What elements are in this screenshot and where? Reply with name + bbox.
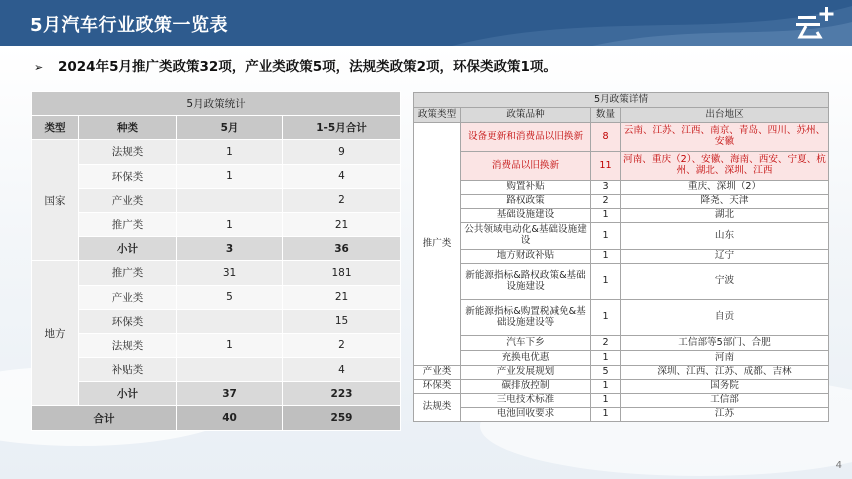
summary-text: 2024年5月推广类政策32项，产业类政策5项，法规类政策2项，环保类政策1项。 — [58, 59, 557, 75]
table-row — [414, 394, 829, 408]
stats-ytd: 9 — [283, 140, 401, 164]
detail-regions: 国务院 — [621, 380, 829, 394]
detail-count: 1 — [591, 209, 621, 223]
table-row — [414, 408, 829, 422]
detail-regions: 深圳、江西、江苏、成都、吉林 — [621, 366, 829, 380]
detail-group-type: 产业类 — [414, 366, 461, 380]
stats-ytd: 2 — [283, 333, 401, 357]
detail-regions: 山东 — [621, 223, 829, 250]
table-row — [32, 188, 401, 212]
table-row — [32, 358, 401, 382]
subtotal-label: 小计 — [79, 382, 177, 406]
total-ytd: 259 — [283, 406, 401, 430]
table-row — [414, 366, 829, 380]
detail-count: 1 — [591, 351, 621, 366]
detail-count: 2 — [591, 195, 621, 209]
table-row — [32, 140, 401, 164]
yun-plus-logo-icon — [794, 4, 838, 40]
stats-may — [177, 358, 283, 382]
detail-variety: 新能源指标&购置税减免&基础设施建设等 — [461, 300, 591, 336]
table-row — [414, 264, 829, 300]
stats-group-type: 国家 — [32, 140, 79, 261]
detail-regions: 江苏 — [621, 408, 829, 422]
stats-ytd: 2 — [283, 188, 401, 212]
stats-kind: 环保类 — [79, 164, 177, 188]
detail-count: 1 — [591, 394, 621, 408]
detail-regions: 自贡 — [621, 300, 829, 336]
table-row — [32, 212, 401, 236]
detail-variety: 产业发展规划 — [461, 366, 591, 380]
stats-kind: 推广类 — [79, 261, 177, 285]
detail-regions: 云南、江苏、江西、南京、青岛、四川、苏州、安徽 — [621, 123, 829, 152]
stats-kind: 法规类 — [79, 333, 177, 357]
stats-header-ytd: 1-5月合计 — [283, 116, 401, 140]
table-row — [414, 209, 829, 223]
subtotal-label: 小计 — [79, 237, 177, 261]
detail-regions: 河南 — [621, 351, 829, 366]
subtotal-ytd: 36 — [283, 237, 401, 261]
stats-header-kind: 种类 — [79, 116, 177, 140]
detail-count: 8 — [591, 123, 621, 152]
detail-header-type: 政策类型 — [414, 108, 461, 123]
stats-header-type: 类型 — [32, 116, 79, 140]
detail-count: 1 — [591, 408, 621, 422]
stats-may: 31 — [177, 261, 283, 285]
detail-count: 3 — [591, 181, 621, 195]
stats-ytd: 4 — [283, 358, 401, 382]
stats-kind: 产业类 — [79, 285, 177, 309]
stats-may: 1 — [177, 164, 283, 188]
detail-count: 1 — [591, 300, 621, 336]
stats-may — [177, 309, 283, 333]
stats-caption: 5月政策统计 — [32, 92, 401, 116]
detail-regions: 降尧、天津 — [621, 195, 829, 209]
table-row — [414, 336, 829, 351]
table-row — [414, 152, 829, 181]
detail-variety: 公共领域电动化&基础设施建设 — [461, 223, 591, 250]
total-label: 合计 — [32, 406, 177, 430]
detail-variety: 设备更新和消费品以旧换新 — [461, 123, 591, 152]
detail-variety: 购置补贴 — [461, 181, 591, 195]
detail-variety: 充换电优惠 — [461, 351, 591, 366]
table-row — [414, 223, 829, 250]
detail-count: 5 — [591, 366, 621, 380]
detail-group-type: 推广类 — [414, 123, 461, 366]
detail-count: 1 — [591, 380, 621, 394]
subtotal-row — [32, 237, 401, 261]
total-may: 40 — [177, 406, 283, 430]
detail-count: 1 — [591, 223, 621, 250]
stats-ytd: 4 — [283, 164, 401, 188]
detail-caption: 5月政策详情 — [414, 93, 829, 108]
detail-header-count: 数量 — [591, 108, 621, 123]
detail-header-variety: 政策品种 — [461, 108, 591, 123]
stats-kind: 法规类 — [79, 140, 177, 164]
detail-group-type: 环保类 — [414, 380, 461, 394]
detail-variety: 路权政策 — [461, 195, 591, 209]
subtotal-may: 37 — [177, 382, 283, 406]
stats-may: 1 — [177, 212, 283, 236]
stats-header-may: 5月 — [177, 116, 283, 140]
detail-variety: 碳排放控制 — [461, 380, 591, 394]
table-row — [414, 181, 829, 195]
stats-may: 1 — [177, 333, 283, 357]
stats-may: 1 — [177, 140, 283, 164]
detail-regions: 宁波 — [621, 264, 829, 300]
header-bar — [0, 0, 852, 46]
detail-regions: 工信部 — [621, 394, 829, 408]
stats-group-type: 地方 — [32, 261, 79, 406]
page-number: 4 — [835, 460, 842, 471]
stats-kind: 补贴类 — [79, 358, 177, 382]
total-row — [32, 406, 401, 430]
subtotal-row — [32, 382, 401, 406]
table-row — [32, 333, 401, 357]
table-row — [414, 123, 829, 152]
detail-regions: 工信部等5部门、合肥 — [621, 336, 829, 351]
page-title: 5月汽车行业政策一览表 — [30, 15, 229, 36]
table-row — [414, 380, 829, 394]
detail-variety: 基础设施建设 — [461, 209, 591, 223]
table-row — [32, 261, 401, 285]
detail-count: 1 — [591, 264, 621, 300]
detail-header-regions: 出台地区 — [621, 108, 829, 123]
stats-table — [31, 91, 401, 431]
table-row — [414, 195, 829, 209]
stats-ytd: 15 — [283, 309, 401, 333]
stats-ytd: 21 — [283, 212, 401, 236]
table-row — [32, 309, 401, 333]
detail-regions: 辽宁 — [621, 250, 829, 264]
stats-kind: 产业类 — [79, 188, 177, 212]
stats-may — [177, 188, 283, 212]
detail-count: 1 — [591, 250, 621, 264]
subtotal-may: 3 — [177, 237, 283, 261]
detail-variety: 新能源指标&路权政策&基础设施建设 — [461, 264, 591, 300]
detail-count: 11 — [591, 152, 621, 181]
arrow-bullet-icon: ➢ — [34, 61, 44, 74]
detail-variety: 消费品以旧换新 — [461, 152, 591, 181]
stats-kind: 环保类 — [79, 309, 177, 333]
detail-group-type: 法规类 — [414, 394, 461, 422]
detail-variety: 三电技术标准 — [461, 394, 591, 408]
detail-regions: 河南、重庆（2）、安徽、海南、西安、宁夏、杭州、湖北、深圳、江西 — [621, 152, 829, 181]
stats-kind: 推广类 — [79, 212, 177, 236]
detail-regions: 重庆、深圳（2） — [621, 181, 829, 195]
detail-variety: 汽车下乡 — [461, 336, 591, 351]
table-row — [414, 300, 829, 336]
subtotal-ytd: 223 — [283, 382, 401, 406]
table-row — [414, 351, 829, 366]
stats-ytd: 181 — [283, 261, 401, 285]
detail-variety: 电池回收要求 — [461, 408, 591, 422]
stats-may: 5 — [177, 285, 283, 309]
detail-variety: 地方财政补贴 — [461, 250, 591, 264]
table-row — [32, 164, 401, 188]
detail-table — [413, 92, 829, 422]
detail-regions: 湖北 — [621, 209, 829, 223]
stats-ytd: 21 — [283, 285, 401, 309]
table-row — [414, 250, 829, 264]
table-row — [32, 285, 401, 309]
summary-line — [34, 55, 557, 75]
detail-count: 2 — [591, 336, 621, 351]
header-decoration — [332, 0, 852, 46]
